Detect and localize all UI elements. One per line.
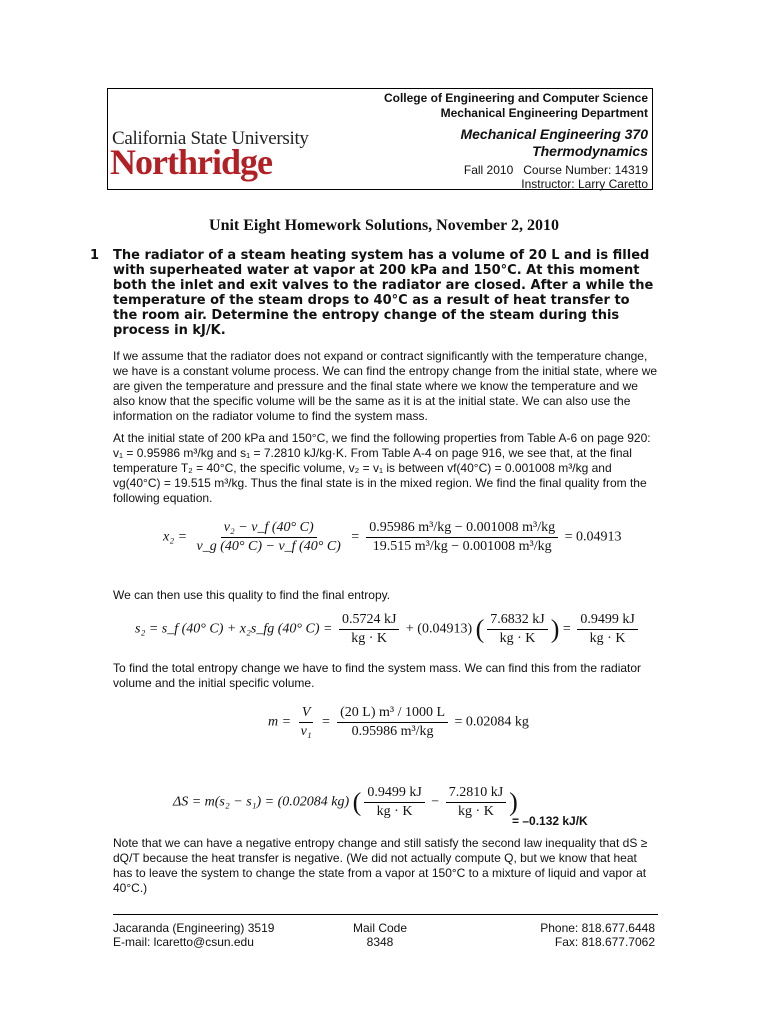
- paragraph-second-law-note: Note that we can have a negative entropy change and still satisfy the second law inequality that dS ≥ dQ/T because the heat transfer is negative. (We did not actually compute Q, but we know that heat has to leave the system to change the state from a vapor at 150°C to a mixture of liquid and vapor at 40°C.): [113, 836, 648, 895]
- eq1-fraction-symbolic: [194, 520, 344, 555]
- eq4-s1-num: 7.2810 kJ: [446, 785, 506, 803]
- eq3-volume: (20 L): [340, 705, 376, 720]
- eq2-fraction-result: [577, 612, 637, 647]
- course-term: Fall 2010 Course Number: 14319: [463, 163, 648, 177]
- paragraph-assumption: If we assume that the radiator does not expand or contract significantly with the temperature change, we have is a constant volume process. We can find the entropy change from the initial state, where we are given the temperature and pressure and the final state where we know the temperature and we also know that the specific volume will be the same as it is at the initial state. We can also use the information on the radiator volume to find the system mass.: [113, 349, 658, 423]
- eq2-sfg-num: 7.6832 kJ: [487, 612, 547, 630]
- eq4-fraction-s2: [364, 785, 424, 820]
- equation-quality: x₂ = $\frac{\text{v₂ − v\_f (40° C)}}{v\_g (40^\circ C) - v\_f (40^\circ C)}$ = $\frac{\text{0.95986 m³/kg − 0.001008 m³/kg}}{\text{19.515 m³/kg − 0.001008 m³/kg}}$ = 0.04913: [163, 520, 622, 554]
- department-name: Mechanical Engineering Department: [440, 106, 648, 120]
- eq2-fraction-sf: [339, 612, 399, 647]
- eq2-result-den: kg · K: [589, 631, 626, 646]
- eq3-conversion: m³ / 1000 L: [379, 705, 446, 720]
- equation-mass: [268, 705, 529, 740]
- footer-mailcode: [340, 921, 420, 949]
- eq3-den-numeric: 0.95986 m³/kg: [351, 724, 434, 739]
- eq4-minus: −: [431, 794, 440, 810]
- footer-email: E-mail: lcaretto@csun.edu: [113, 935, 254, 949]
- eq2-equals: =: [562, 621, 571, 637]
- eq1-den-symbolic: v_g (40° C) − v_f (40° C): [196, 539, 341, 554]
- eq4-s2-den: kg · K: [376, 804, 413, 819]
- eq3-lhs: m =: [268, 714, 292, 730]
- eq2-sf-num: 0.5724 kJ: [339, 612, 399, 630]
- eq4-s1-den: kg · K: [458, 804, 494, 819]
- eq4-fraction-s1: [446, 785, 506, 820]
- eq2-sfg-den: kg · K: [499, 631, 536, 646]
- eq3-fraction-numeric: [337, 705, 448, 740]
- eq2-sf-den: kg · K: [351, 631, 388, 646]
- paragraph-properties: At the initial state of 200 kPa and 150°C, we find the following properties from Table A-6 on page 920: v₁ = 0.95986 m³/kg and s₁ = 7.2810 kJ/kg·K. From Table A-4 on page 916, we see that, at the final temperature T₂ = 40°C, the specific volume, v₂ = v₁ is between vf(40°C) = 0.001008 m³/kg and vg(40°C) = 19.515 m³/kg. Thus the final state is in the mixed region. We find the final quality from the following equation.: [113, 431, 651, 505]
- paragraph-mass-intro: To find the total entropy change we have to find the system mass. We can find this from the radiator volume and the initial specific volume.: [113, 661, 642, 690]
- university-logo-text: California State University: [112, 128, 309, 149]
- eq1-lhs: x₂ =: [163, 529, 188, 545]
- equation-final-entropy: s₂ = s_f (40° C) + x₂s_fg (40° C) = $\frac{0.5724 kJ}{kg \cdot K}$ + (0.04913) ( $\frac{7.6832 kJ}{kg \cdot K}$ ) = $\frac{0.9499 kJ}{kg \cdot K}$: [135, 612, 641, 647]
- eq2-quality-term: + (0.04913): [405, 621, 473, 637]
- eq3-result: = 0.02084 kg: [454, 714, 529, 730]
- eq1-result: = 0.04913: [564, 529, 622, 545]
- footer-fax: Fax: 818.677.7062: [554, 935, 655, 949]
- footer-contact: [540, 921, 655, 949]
- footer-phone: Phone: 818.677.6448: [540, 921, 655, 935]
- university-logo-wordmark: Northridge: [110, 142, 272, 182]
- footer-mailcode-label: Mail Code: [352, 921, 408, 935]
- problem-statement: The radiator of a steam heating system has a volume of 20 L and is filled with superheated water at vapor at 200 kPa and 150°C. At this moment both the inlet and exit valves to the radiator are closed. After a while the temperature of the steam drops to 40°C as a result of heat transfer to the room air. Determine the entropy change of the steam during this process in kJ/K.: [113, 248, 654, 338]
- eq3-num-symbolic: V: [299, 705, 314, 723]
- course-subject: Thermodynamics: [532, 143, 648, 159]
- eq3-equals: =: [321, 714, 331, 730]
- college-name: College of Engineering and Computer Science: [383, 91, 648, 105]
- footer-mailcode-value: 8348: [366, 935, 394, 949]
- page-title: Unit Eight Homework Solutions, November 2, 2010: [209, 217, 559, 234]
- paragraph-entropy-intro: We can then use this quality to find the final entropy.: [113, 588, 391, 602]
- eq1-den-numeric: 19.515 m³/kg − 0.001008 m³/kg: [372, 539, 552, 554]
- eq2-result-num: 0.9499 kJ: [577, 612, 637, 630]
- eq3-den-symbolic: v₁: [300, 724, 312, 739]
- instructor: Instructor: Larry Caretto: [521, 177, 648, 191]
- footer-address: [113, 921, 274, 949]
- eq4-lhs: ΔS = m(s₂ − s₁) = (0.02084 kg): [173, 794, 350, 810]
- eq2-lhs: s₂ = s_f (40° C) + x₂s_fg (40° C) =: [135, 621, 333, 637]
- problem-number: 1: [90, 248, 100, 263]
- eq1-num-symbolic: v₂ − v_f (40° C): [221, 520, 317, 538]
- footer-office: Jacaranda (Engineering) 3519: [113, 921, 275, 935]
- eq4-s2-num: 0.9499 kJ: [364, 785, 424, 803]
- course-title: Mechanical Engineering 370: [460, 126, 648, 142]
- entropy-change-result: = –0.132 kJ/K: [512, 814, 588, 828]
- eq1-fraction-numeric: [366, 520, 558, 555]
- equation-entropy-change: ΔS = m(s₂ − s₁) = (0.02084 kg) ( $\frac{0.9499 kJ}{kg \cdot K}$ − $\frac{7.2810 kJ}{kg \cdot K}$ ): [173, 785, 518, 819]
- footer-divider: [113, 914, 658, 915]
- eq3-fraction-symbolic: [298, 705, 315, 740]
- eq1-num-numeric: 0.95986 m³/kg − 0.001008 m³/kg: [366, 520, 558, 538]
- eq2-fraction-sfg: [487, 612, 547, 647]
